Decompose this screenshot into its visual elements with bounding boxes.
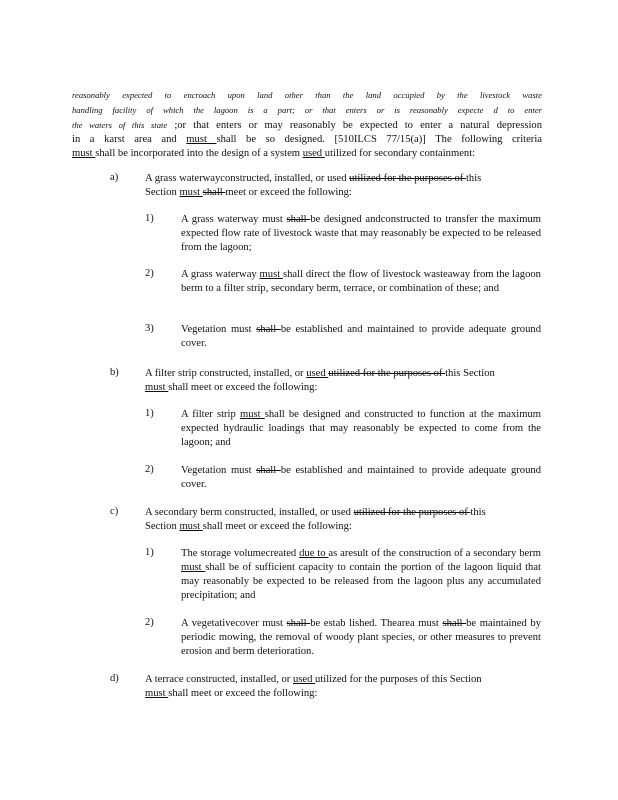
- section-b-item-2-text: Vegetation must shall be established and maintained to provide adequate ground cover.: [181, 465, 541, 490]
- section-a-item-1-text: A grass waterway must shall be designed andconstructed to transfer the maximum expected flow rate of livestock waste that may reasonably be expected to be released from the lagoon;: [181, 214, 541, 253]
- intro-paragraph: [72, 88, 542, 161]
- section-c-item-2-text: A vegetativecover must shall be estab lished. Thearea must shall be maintained by periodic mowing, the removal of woody plant species, or other measures to prevent erosion and berm deterioration.: [181, 618, 541, 657]
- section-c-heading: A secondary berm constructed, installed, or used utilized for the purposes of this Section must shall meet or exceed the following:: [145, 507, 486, 532]
- section-c-item-1-number: 1): [145, 547, 154, 558]
- intro-line-1: reasonably expected to encroach upon land other than the land occupied by the livestock waste: [72, 90, 542, 100]
- section-b-item-2-number: 2): [145, 464, 154, 475]
- section-a-heading: A grass waterwayconstructed, installed, or used utilized for the purposes of this Section must shall meet or exceed the following:: [145, 173, 482, 198]
- section-a-marker: a): [110, 172, 119, 183]
- section-c-item-1-text: The storage volumecreated due to as aresult of the construction of a secondary berm must shall be of sufficient capacity to contain the portion of the lagoon liquid that may reasonably be expected to be released from the lagoon plus any accumulated precipitation; and: [181, 548, 541, 601]
- section-c-item-2-number: 2): [145, 617, 154, 628]
- section-b-heading: A filter strip constructed, installed, or used utilized for the purposes of this Section must shall meet or exceed the following:: [145, 368, 495, 393]
- intro-line-2: handling facility of which the lagoon is a part; or that enters or is reasonably expecte d to enter: [72, 105, 542, 115]
- section-d-marker: d): [110, 673, 119, 684]
- section-a-item-1-number: 1): [145, 213, 154, 224]
- section-a-item-3-text: Vegetation must shall be established and maintained to provide adequate ground cover.: [181, 324, 541, 349]
- section-a-item-2-number: 2): [145, 268, 154, 279]
- section-d-heading: A terrace constructed, installed, or used utilized for the purposes of this Section must shall meet or exceed the following:: [145, 674, 482, 699]
- section-c-marker: c): [110, 506, 119, 517]
- section-a-item-2-text: A grass waterway must shall direct the flow of livestock wasteaway from the lagoon berm to a filter strip, secondary berm, terrace, or combination of these; and: [181, 269, 541, 294]
- intro-line-4: in a karst area and must shall be so designed. [510ILCS 77/15(a)] The following criteria: [72, 134, 542, 145]
- section-a-item-3-number: 3): [145, 323, 154, 334]
- section-b-item-1-text: A filter strip must shall be designed and constructed to function at the maximum expected hydraulic loadings that may reasonably be expected to come from the lagoon; and: [181, 409, 541, 448]
- intro-line-5: must shall be incorporated into the design of a system used utilized for secondary containment:: [72, 148, 476, 159]
- section-b-marker: b): [110, 367, 119, 378]
- intro-line-3: the waters of this state ;or that enters or may reasonably be expected to enter a natural depression: [72, 120, 543, 131]
- section-b-item-1-number: 1): [145, 408, 154, 419]
